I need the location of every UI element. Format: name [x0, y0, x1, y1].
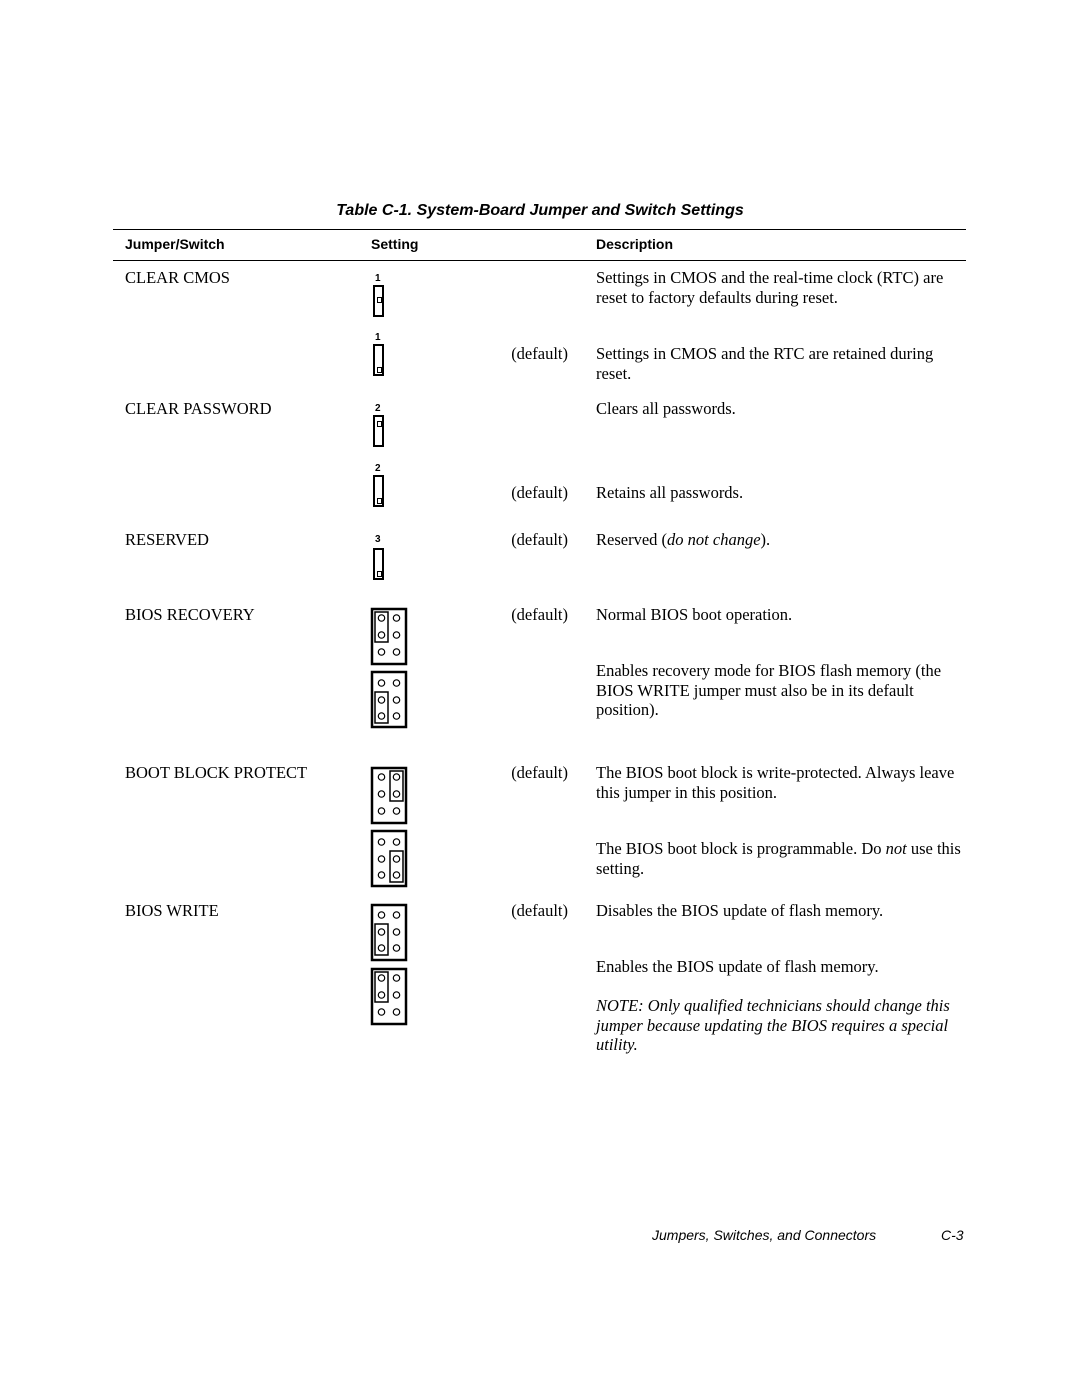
row-label-boot-block-protect: BOOT BLOCK PROTECT	[125, 763, 308, 782]
row-description: Reserved (do not change).	[596, 530, 771, 549]
six-pin-jumper-cap-pins-1-3	[371, 968, 407, 1025]
row-label-bios-recovery: BIOS RECOVERY	[125, 605, 255, 624]
header-jumper-switch: Jumper/Switch	[125, 236, 225, 252]
six-pin-jumper-cap-pins-3-5	[371, 671, 407, 728]
header-setting: Setting	[371, 236, 419, 252]
two-pin-jumper-removed	[373, 475, 384, 507]
footer-page-number: C-3	[941, 1227, 964, 1243]
note-text: NOTE: Only qualified technicians should change this jumper because updating the BIOS requires a special utility.	[596, 996, 950, 1054]
header-rule	[113, 260, 966, 261]
header-description: Description	[596, 236, 674, 252]
row-description: The BIOS boot block is programmable. Do not use this setting.	[596, 839, 961, 878]
row-description: The BIOS boot block is write-protected. Always leave this jumper in this position.	[596, 763, 955, 802]
row-description: Retains all passwords.	[596, 483, 744, 502]
two-pin-jumper-removed	[373, 344, 384, 376]
default-marker: (default)	[511, 763, 568, 782]
pin-number-label: 3	[375, 534, 381, 545]
footer-section-title: Jumpers, Switches, and Connectors	[652, 1227, 877, 1243]
default-marker: (default)	[511, 344, 568, 363]
default-marker: (default)	[511, 530, 568, 549]
row-label-reserved: RESERVED	[125, 530, 209, 549]
row-label-clear-cmos: CLEAR CMOS	[125, 268, 230, 287]
six-pin-jumper-cap-pins-1-3	[371, 608, 407, 665]
pin-number-label: 2	[375, 403, 381, 414]
pin-number-label: 2	[375, 463, 381, 474]
pin-number-label: 1	[375, 273, 381, 284]
six-pin-jumper-cap-pins-3-5	[371, 904, 407, 961]
row-description: Settings in CMOS and the RTC are retained during reset.	[596, 344, 934, 383]
italic-emphasis: do not change	[667, 530, 761, 549]
default-marker: (default)	[511, 483, 568, 502]
pin-number-label: 1	[375, 332, 381, 343]
default-marker: (default)	[511, 901, 568, 920]
six-pin-jumper-cap-pins-4-6	[371, 830, 407, 887]
two-pin-jumper-removed	[373, 548, 384, 580]
row-description: Enables recovery mode for BIOS flash memory (the BIOS WRITE jumper must also be in its default position).	[596, 661, 942, 719]
row-label-clear-password: CLEAR PASSWORD	[125, 399, 272, 418]
two-pin-jumper-installed-top	[373, 415, 384, 447]
row-description: Normal BIOS boot operation.	[596, 605, 793, 624]
row-label-bios-write: BIOS WRITE	[125, 901, 219, 920]
row-description: Settings in CMOS and the real-time clock (RTC) are reset to factory defaults during reset.	[596, 268, 944, 307]
six-pin-jumper-cap-pins-2-4	[371, 767, 407, 824]
row-description: Clears all passwords.	[596, 399, 736, 418]
two-pin-jumper-installed-top	[373, 285, 384, 317]
top-rule	[113, 229, 966, 230]
default-marker: (default)	[511, 605, 568, 624]
row-description: Disables the BIOS update of flash memory.	[596, 901, 884, 920]
italic-emphasis: not	[885, 839, 907, 858]
row-description: Enables the BIOS update of flash memory.	[596, 957, 879, 976]
table-title: Table C-1. System-Board Jumper and Switch Settings	[336, 202, 744, 219]
